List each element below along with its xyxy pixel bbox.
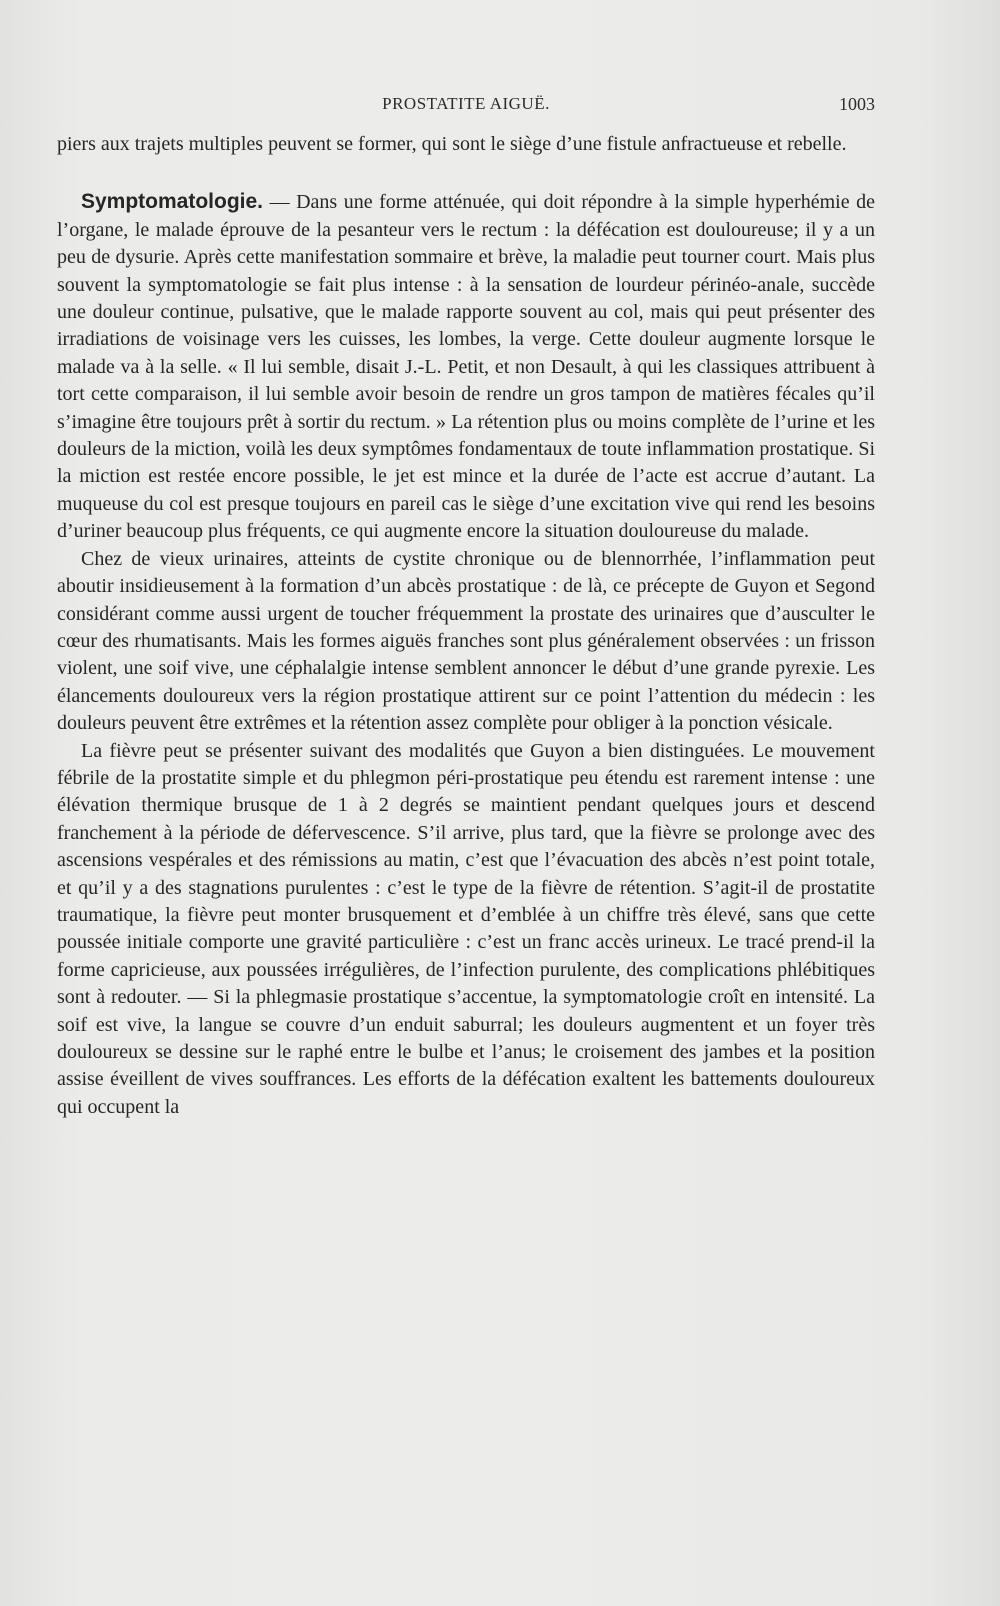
- section-gap: [57, 158, 875, 188]
- paragraph-fievre: La fièvre peut se présenter suivant des modalités que Guyon a bien distinguées. Le mouvement fébrile de la prostatite simple et du phlegmon péri-prostatique peu étendu est rarement intense : une élévation thermique brusque de 1 à 2 degrés se maintient pendant quelques jours et descend franchement à la période de défervescence. S’il arrive, plus tard, que la fièvre se prolonge avec des ascensions vespérales et des rémissions au matin, c’est que l’évacuation des abcès n’est point totale, et qu’il y a des stagnations purulentes : c’est le type de la fièvre de rétention. S’agit-il de prostatite traumatique, la fièvre peut monter brusquement et d’emblée à un chiffre très élevé, sans que cette poussée initiale comporte une gravité particulière : c’est un franc accès urineux. Le tracé prend-il la forme capricieuse, aux poussées irrégulières, de l’infection purulente, des complications phlébitiques sont à redouter. — Si la phlegmasie prostatique s’accentue, la symptomatologie croît en intensité. La soif est vive, la langue se couvre d’un enduit saburral; les douleurs augmentent et un foyer très douloureux se dessine sur le raphé entre le bulbe et l’anus; le croisement des jambes et la position assise éveillent de vives souffrances. Les efforts de la défécation exaltent les battements douloureux qui occupent la: [57, 739, 875, 1118]
- body-text: [57, 131, 875, 1121]
- paragraph-symptomatologie: [57, 188, 875, 545]
- section-heading: Symptomatologie.: [81, 190, 264, 214]
- paragraph-vieux-urinaires: Chez de vieux urinaires, atteints de cystite chronique ou de blennorrhée, l’inflammation peut aboutir insidieusement à la formation d’un abcès prostatique : de là, ce précepte de Guyon et Segond considérant comme aussi urgent de toucher fréquemment la prostate des urinaires que d’ausculter le cœur des rhumatisants. Mais les formes aiguës franches sont plus généralement observées : un frisson violent, une soif vive, une céphalalgie intense semblent annoncer le début d’une grande pyrexie. Les élancements douloureux vers la région prostatique attirent sur ce point l’attention du médecin : les douleurs peuvent être extrêmes et la rétention assez complète pour obliger à la ponction vésicale.: [57, 547, 875, 735]
- paragraph-text: — Dans une forme atténuée, qui doit répondre à la simple hyperhémie de l’organe, le malade éprouve de la pesanteur vers le rectum : la défécation est douloureuse; il y a un peu de dysurie. Après cette manifestation sommaire et brève, la maladie peut tourner court. Mais plus souvent la symptomatologie se fait plus intense : à la sensation de lourdeur périnéo-anale, succède une douleur continue, pulsative, que le malade rapporte souvent au col, mais qui peut présenter des irradiations de voisinage vers les cuisses, les lombes, la verge. Cette douleur augmente lorsque le malade va à la selle. « Il lui semble, disait J.-L. Petit, et non Desault, à qui les classiques attribuent à tort cette comparaison, il lui semble avoir besoin de rendre un gros tampon de matières fécales qu’il s’imagine être toujours prêt à sortir du rectum. » La rétention plus ou moins complète de l’urine et les douleurs de la miction, voilà les deux symptômes fondamentaux de toute inflammation prostatique. Si la miction est restée encore possible, le jet est mince et la durée de l’acte est accrue d’autant. La muqueuse du col est presque toujours en pareil cas le siège d’une excitation vive qui rend les besoins d’uriner beaucoup plus fréquents, ce qui augmente encore la situation douloureuse du malade.: [57, 191, 875, 543]
- paragraph-continuation: piers aux trajets multiples peuvent se former, qui sont le siège d’une fistule anfractueuse et rebelle.: [57, 133, 847, 155]
- page-header: [57, 94, 875, 120]
- running-title: PROSTATITE AIGUË.: [382, 94, 550, 113]
- page-number: 1003: [839, 94, 875, 114]
